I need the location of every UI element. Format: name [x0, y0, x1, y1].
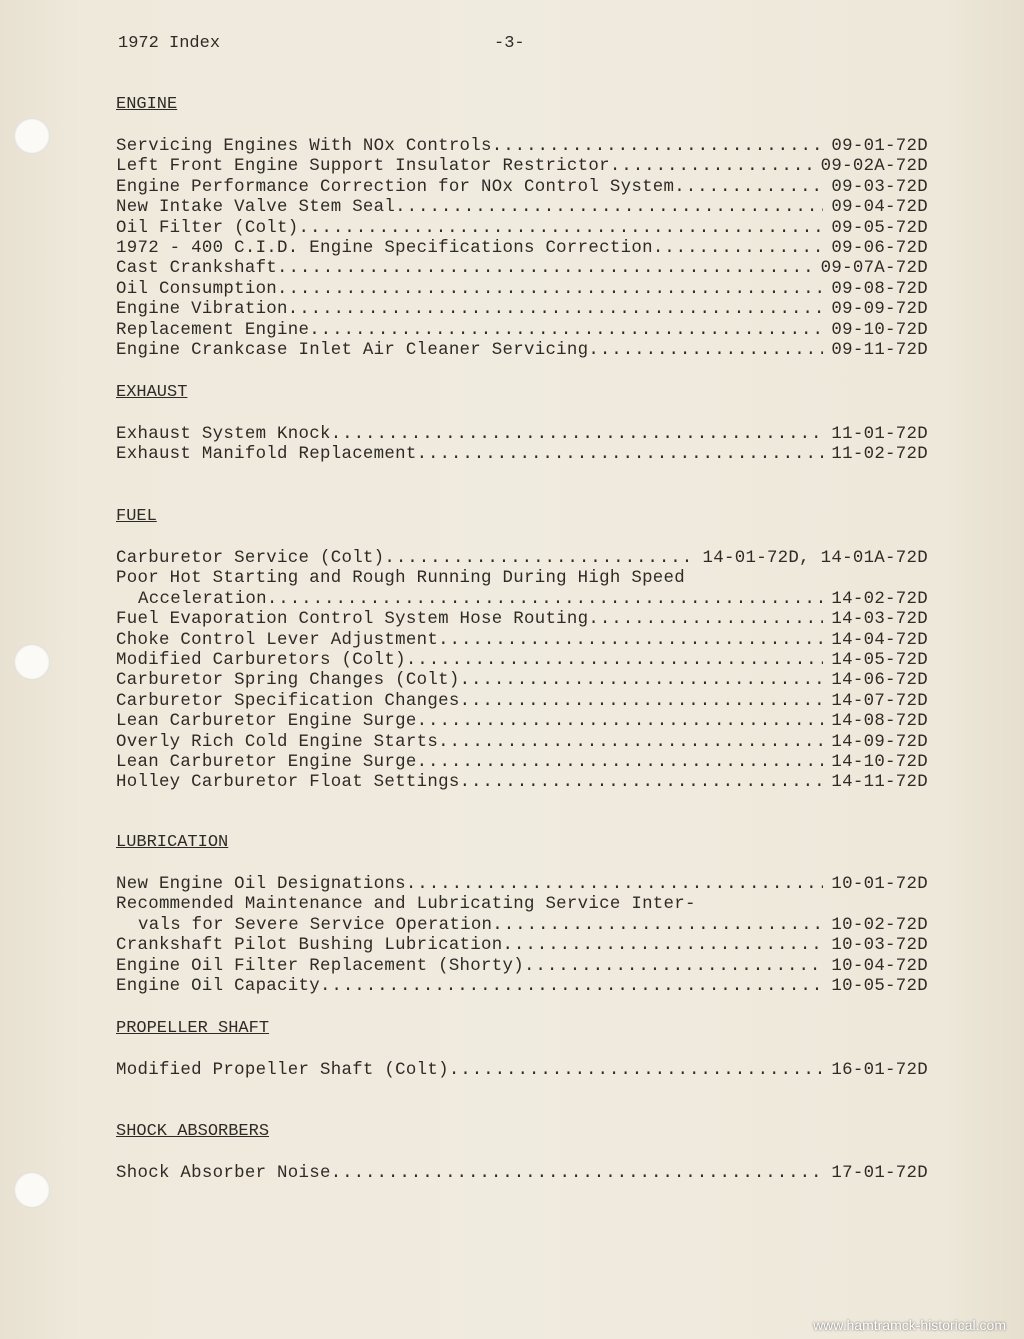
entry-title: Left Front Engine Support Insulator Restrictor: [116, 157, 610, 177]
leader-dots: [395, 198, 823, 218]
binder-hole: [14, 118, 50, 154]
leader-dots: [288, 300, 824, 320]
bulletin-code: 10-04-72D: [831, 956, 928, 976]
bulletin-code: 14-01-72D, 14-01A-72D: [702, 549, 928, 568]
bulletin-code: 09-11-72D: [831, 340, 928, 360]
bulletin-code: 09-02A-72D: [820, 157, 928, 177]
bulletin-code: 10-05-72D: [831, 976, 928, 996]
entry-title-line: Poor Hot Starting and Rough Running During High Speed: [116, 569, 686, 589]
bulletin-code: 14-09-72D: [831, 732, 928, 752]
index-entry: [116, 610, 928, 630]
leader-dots: [588, 610, 823, 630]
index-entry: [116, 977, 928, 997]
entry-title: Engine Vibration: [116, 300, 288, 320]
entry-list: [116, 875, 928, 997]
bulletin-code: 14-10-72D: [831, 752, 928, 772]
bulletin-code: 09-10-72D: [831, 320, 928, 340]
entry-title: Oil Consumption: [116, 279, 278, 299]
entry-list: [116, 1061, 928, 1081]
entry-title: Carburetor Specification Changes: [116, 691, 460, 711]
entry-list: [116, 425, 928, 466]
section-heading: SHOCK ABSORBERS: [116, 1122, 270, 1141]
section-heading: ENGINE: [116, 95, 178, 114]
section-heading: PROPELLER SHAFT: [116, 1019, 270, 1038]
bulletin-code: 11-01-72D: [831, 425, 928, 444]
leader-dots: [384, 549, 694, 569]
index-entry: [116, 239, 928, 259]
index-entry: [116, 445, 928, 465]
bulletin-code: 09-05-72D: [831, 218, 928, 238]
leader-dots: [674, 178, 823, 198]
section-shock-absorbers: [116, 1122, 928, 1184]
section-fuel: [116, 507, 928, 794]
index-entry: [116, 957, 928, 977]
leader-dots: [406, 875, 824, 895]
leader-dots: [449, 1061, 824, 1081]
section-exhaust: [116, 383, 928, 466]
index-entry: [116, 341, 928, 361]
entry-title: Shock Absorber Noise: [116, 1164, 331, 1183]
bulletin-code: 10-02-72D: [831, 915, 928, 935]
leader-dots: [417, 445, 824, 465]
section-propeller-shaft: [116, 1019, 928, 1081]
index-entry: [116, 549, 928, 569]
entry-title-line: Recommended Maintenance and Lubricating Service Inter-: [116, 895, 696, 915]
section-engine: [116, 95, 928, 361]
index-entry: [116, 875, 928, 895]
entry-title: New Engine Oil Designations: [116, 875, 406, 894]
entry-title: Overly Rich Cold Engine Starts: [116, 732, 439, 752]
leader-dots: [320, 977, 823, 997]
binder-hole: [14, 1172, 50, 1208]
entry-title: Modified Carburetors (Colt): [116, 650, 406, 670]
leader-dots: [331, 425, 824, 445]
bulletin-code: 16-01-72D: [831, 1061, 928, 1080]
bulletin-code: 14-08-72D: [831, 712, 928, 732]
leader-dots: [492, 137, 824, 157]
leader-dots: [417, 712, 824, 732]
index-entry: [116, 753, 928, 773]
bulletin-code: 14-04-72D: [831, 630, 928, 650]
index-entry: [116, 259, 928, 279]
bulletin-code: 09-08-72D: [831, 279, 928, 299]
bulletin-code: 09-03-72D: [831, 177, 928, 197]
leader-dots: [460, 692, 824, 712]
leader-dots: [277, 280, 823, 300]
entry-list: [116, 1164, 928, 1184]
index-title: 1972 Index: [118, 34, 221, 53]
binder-hole: [14, 644, 50, 680]
leader-dots: [309, 321, 823, 341]
entry-title: Engine Oil Capacity: [116, 976, 320, 996]
entry-title: Engine Oil Filter Replacement (Shorty): [116, 956, 524, 976]
index-entry: [116, 157, 928, 177]
entry-title: Modified Propeller Shaft (Colt): [116, 1061, 449, 1080]
leader-dots: [524, 957, 823, 977]
entry-title: Carburetor Service (Colt): [116, 549, 385, 568]
index-entry: [116, 425, 928, 445]
index-entry: [116, 178, 928, 198]
index-entry: [116, 671, 928, 691]
leader-dots: [492, 916, 823, 936]
index-entry: [116, 936, 928, 956]
bulletin-code: 17-01-72D: [831, 1164, 928, 1183]
index-entry: [116, 916, 928, 936]
entry-list: [116, 137, 928, 361]
section-heading: FUEL: [116, 507, 157, 526]
entry-title: Replacement Engine: [116, 320, 310, 340]
leader-dots: [267, 590, 824, 610]
entry-title: Exhaust Manifold Replacement: [116, 445, 417, 465]
index-entry: [116, 219, 928, 239]
index-entry: [116, 280, 928, 300]
index-entry: [116, 198, 928, 218]
index-entry: [116, 692, 928, 712]
bulletin-code: 11-02-72D: [831, 445, 928, 465]
index-entry: [116, 590, 928, 610]
entry-title: Lean Carburetor Engine Surge: [116, 752, 417, 772]
leader-dots: [653, 239, 824, 259]
entry-title: Exhaust System Knock: [116, 425, 331, 444]
bulletin-code: 09-09-72D: [831, 300, 928, 320]
leader-dots: [299, 219, 824, 239]
entry-title: Choke Control Lever Adjustment: [116, 630, 439, 650]
watermark-text: www.hamtramck-historical.com: [813, 1317, 1006, 1333]
index-entry: [116, 1164, 928, 1184]
leader-dots: [460, 671, 824, 691]
bulletin-code: 14-11-72D: [831, 773, 928, 793]
index-entry: [116, 300, 928, 320]
section-lubrication: [116, 833, 928, 997]
entry-list: [116, 549, 928, 794]
leader-dots: [460, 773, 824, 793]
index-entry: [116, 631, 928, 651]
leader-dots: [331, 1164, 824, 1184]
page-number: -3-: [494, 34, 525, 53]
leader-dots: [588, 341, 823, 361]
index-entry: [116, 733, 928, 753]
leader-dots: [438, 733, 823, 753]
entry-title: New Intake Valve Stem Seal: [116, 198, 396, 218]
bulletin-code: 14-07-72D: [831, 691, 928, 711]
index-entry: [116, 712, 928, 732]
index-entry: [116, 1061, 928, 1081]
entry-title: Crankshaft Pilot Bushing Lubrication: [116, 936, 503, 956]
bulletin-code: 14-03-72D: [831, 610, 928, 630]
index-entry: [116, 321, 928, 341]
bulletin-code: 14-06-72D: [831, 671, 928, 691]
bulletin-code: 09-04-72D: [831, 198, 928, 218]
entry-title: Cast Crankshaft: [116, 259, 278, 279]
entry-title: Fuel Evaporation Control System Hose Routing: [116, 610, 589, 630]
entry-title: Carburetor Spring Changes (Colt): [116, 671, 460, 691]
entry-title: Lean Carburetor Engine Surge: [116, 712, 417, 732]
entry-title: Holley Carburetor Float Settings: [116, 773, 460, 793]
bulletin-code: 10-03-72D: [831, 936, 928, 956]
entry-title: vals for Severe Service Operation: [138, 915, 493, 935]
section-heading: EXHAUST: [116, 383, 188, 402]
entry-title: 1972 - 400 C.I.D. Engine Specifications Correction: [116, 238, 653, 258]
section-heading: LUBRICATION: [116, 833, 229, 852]
entry-title: Servicing Engines With NOx Controls: [116, 137, 492, 156]
index-entry: [116, 773, 928, 793]
entry-title: Engine Performance Correction for NOx Control System: [116, 177, 675, 197]
leader-dots: [406, 651, 824, 671]
bulletin-code: 10-01-72D: [831, 875, 928, 894]
bulletin-code: 09-01-72D: [831, 137, 928, 156]
bulletin-code: 09-07A-72D: [820, 259, 928, 279]
leader-dots: [417, 753, 824, 773]
index-entry: [116, 651, 928, 671]
bulletin-code: 14-02-72D: [831, 589, 928, 609]
entry-title: Acceleration: [138, 589, 267, 609]
bulletin-code: 14-05-72D: [831, 650, 928, 670]
entry-title: Oil Filter (Colt): [116, 218, 299, 238]
leader-dots: [277, 259, 813, 279]
bulletin-code: 09-06-72D: [831, 238, 928, 258]
index-entry: [116, 137, 928, 157]
leader-dots: [503, 936, 824, 956]
entry-title: Engine Crankcase Inlet Air Cleaner Servicing: [116, 340, 589, 360]
leader-dots: [610, 157, 813, 177]
leader-dots: [438, 631, 823, 651]
